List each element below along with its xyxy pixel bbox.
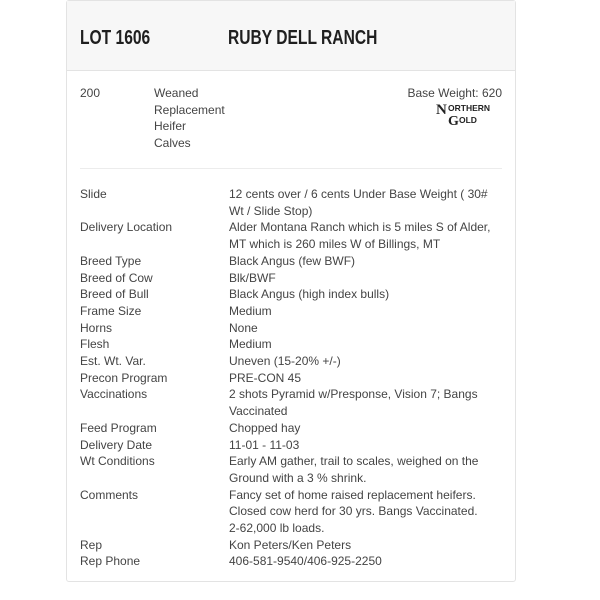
- lot-header: [67, 1, 515, 71]
- detail-row: [80, 453, 504, 486]
- description-line: Calves: [154, 136, 191, 151]
- detail-value: 11-01 - 11-03: [229, 437, 300, 452]
- detail-value: Black Angus (few BWF): [229, 253, 356, 268]
- detail-label: Delivery Location: [80, 220, 173, 235]
- base-weight: Base Weight: 620: [407, 86, 502, 100]
- detail-value: None: [229, 320, 258, 335]
- detail-row: [80, 286, 504, 303]
- detail-value: Chopped hay: [229, 420, 301, 435]
- detail-value: Black Angus (high index bulls): [229, 287, 390, 302]
- northern-gold-logo: [436, 101, 506, 127]
- detail-row: [80, 336, 504, 353]
- detail-value: 12 cents over / 6 cents Under Base Weight ( 30# Wt / Slide Stop): [229, 187, 488, 218]
- detail-row: [80, 186, 504, 219]
- detail-row: [80, 353, 504, 370]
- detail-label: Breed of Bull: [80, 287, 149, 302]
- detail-label: Wt Conditions: [80, 454, 155, 469]
- detail-value: Uneven (15-20% +/-): [229, 354, 341, 369]
- detail-row: [80, 487, 504, 537]
- detail-label: Comments: [80, 487, 139, 502]
- detail-row: [80, 537, 504, 554]
- detail-value: Medium: [229, 303, 272, 318]
- logo-n: N: [436, 102, 447, 118]
- detail-label: Feed Program: [80, 420, 157, 435]
- detail-label: Horns: [80, 320, 113, 335]
- detail-row: [80, 370, 504, 387]
- detail-row: [80, 553, 504, 570]
- detail-label: Breed of Cow: [80, 270, 153, 285]
- cattle-description: [154, 85, 244, 152]
- detail-row: [80, 270, 504, 287]
- detail-row: [80, 253, 504, 270]
- detail-label: Rep Phone: [80, 554, 141, 569]
- detail-label: Frame Size: [80, 303, 142, 318]
- detail-value: 2 shots Pyramid w/Presponse, Vision 7; Bangs Vaccinated: [229, 387, 478, 419]
- detail-value: Blk/BWF: [229, 270, 276, 285]
- detail-row: [80, 303, 504, 320]
- lot-details: [80, 186, 504, 570]
- logo-old: OLD: [459, 115, 477, 125]
- detail-value: Fancy set of home raised replacement heifers. Closed cow herd for 30 yrs. Bangs Vaccinated. 2-62,000 lb loads.: [229, 487, 478, 536]
- detail-label: Precon Program: [80, 370, 168, 385]
- logo-orthern: ORTHERN: [448, 103, 491, 113]
- detail-value: 406-581-9540/406-925-2250: [229, 554, 382, 569]
- detail-row: [80, 320, 504, 337]
- description-line: Heifer: [154, 119, 187, 134]
- detail-row: [80, 437, 504, 454]
- detail-label: Flesh: [80, 337, 110, 352]
- detail-value: Medium: [229, 337, 272, 352]
- detail-label: Delivery Date: [80, 437, 153, 452]
- logo-g: G: [448, 114, 459, 127]
- lot-number: LOT 1606: [80, 27, 151, 49]
- section-divider: [80, 168, 502, 169]
- detail-value: Alder Montana Ranch which is 5 miles S of Alder, MT which is 260 miles W of Billings, MT: [229, 220, 491, 252]
- description-line: Weaned: [154, 86, 199, 100]
- detail-label: Rep: [80, 537, 103, 552]
- description-line: Replacement: [154, 102, 225, 117]
- ranch-name: RUBY DELL RANCH: [228, 27, 378, 49]
- detail-row: [80, 386, 504, 419]
- head-count: 200: [80, 86, 101, 100]
- detail-label: Breed Type: [80, 253, 142, 268]
- detail-row: [80, 219, 504, 252]
- lot-card: [66, 0, 516, 582]
- detail-value: Kon Peters/Ken Peters: [229, 537, 352, 552]
- detail-row: [80, 420, 504, 437]
- detail-label: Est. Wt. Var.: [80, 354, 146, 369]
- detail-label: Vaccinations: [80, 387, 148, 402]
- detail-label: Slide: [80, 187, 107, 201]
- detail-value: PRE-CON 45: [229, 370, 302, 385]
- detail-value: Early AM gather, trail to scales, weighed on the Ground with a 3 % shrink.: [229, 454, 479, 485]
